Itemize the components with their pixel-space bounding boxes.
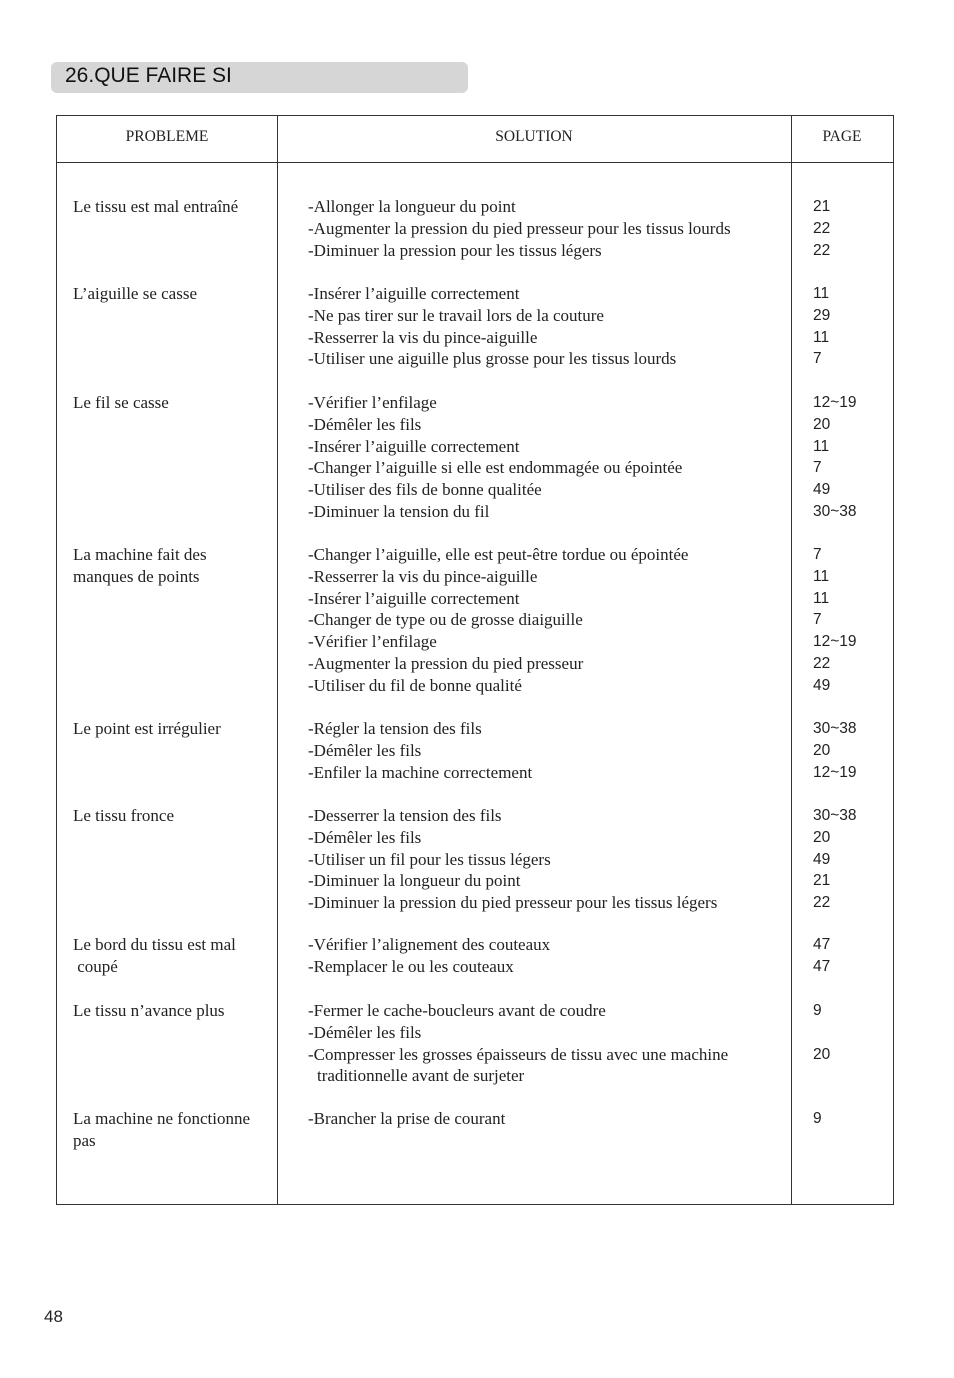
page-reference: 30~38 xyxy=(813,807,857,824)
page-reference: 22 xyxy=(813,894,831,912)
page-reference: 22 xyxy=(813,241,831,259)
solution-cell xyxy=(308,544,788,697)
solution-cell xyxy=(308,934,788,978)
problem-cell xyxy=(73,392,273,414)
solution-text: -Démêler les fils xyxy=(308,414,422,434)
solution-cell xyxy=(308,1108,788,1130)
page-reference: 11 xyxy=(813,589,830,607)
solution-text: -Vérifier l’enfilage xyxy=(308,393,437,412)
solution-text: -Desserrer la tension des fils xyxy=(308,806,502,825)
solution-text: -Démêler les fils xyxy=(308,827,422,847)
page-reference xyxy=(813,1022,883,1044)
column-divider xyxy=(791,116,792,1204)
solution-text: -Remplacer le ou les couteaux xyxy=(308,956,514,976)
solution-text: -Brancher la prise de courant xyxy=(308,1109,506,1128)
page-reference: 49 xyxy=(813,676,831,694)
page-reference: 7 xyxy=(813,350,822,368)
problem-text: Le tissu est mal entraîné xyxy=(73,197,239,216)
page-cell xyxy=(813,283,883,370)
problem-cell xyxy=(73,718,273,740)
page-reference: 20 xyxy=(813,1045,831,1063)
page-reference xyxy=(813,1065,883,1087)
page-reference: 20 xyxy=(813,741,831,759)
solution-text: -Fermer le cache-boucleurs avant de coudre xyxy=(308,1001,606,1020)
header-page: PAGE xyxy=(822,128,862,145)
page-cell xyxy=(813,392,883,523)
column-divider xyxy=(277,116,278,1204)
section-title-bar xyxy=(51,62,468,93)
page-reference: 12~19 xyxy=(813,763,857,781)
solution-text: traditionnelle avant de surjeter xyxy=(317,1066,525,1086)
solution-text: -Augmenter la pression du pied presseur xyxy=(308,653,584,673)
problem-text: Le tissu n’avance plus xyxy=(73,1001,225,1020)
solution-cell xyxy=(308,283,788,370)
page-reference: 21 xyxy=(813,872,831,890)
page-reference: 11 xyxy=(813,437,830,455)
solution-text: -Utiliser des fils de bonne qualitée xyxy=(308,480,542,500)
problem-cell xyxy=(73,1000,273,1022)
solution-text: -Ne pas tirer sur le travail lors de la couture xyxy=(308,305,604,325)
page-reference: 12~19 xyxy=(813,633,857,651)
problem-cell xyxy=(73,283,273,305)
solution-cell xyxy=(308,718,788,783)
problem-cell xyxy=(73,1108,273,1152)
problem-cell xyxy=(73,934,273,978)
page-reference: 12~19 xyxy=(813,394,857,411)
solution-text: -Resserrer la vis du pince-aiguille xyxy=(308,327,538,347)
solution-text: -Régler la tension des fils xyxy=(308,719,482,738)
page-cell xyxy=(813,718,883,783)
page-cell xyxy=(813,196,883,261)
page-cell xyxy=(813,544,883,697)
problem-text: coupé xyxy=(73,957,118,976)
solution-text: -Démêler les fils xyxy=(308,1022,422,1042)
solution-text: -Vérifier l’enfilage xyxy=(308,632,437,652)
solution-text: -Changer de type ou de grosse diaiguille xyxy=(308,610,583,630)
page-reference: 9 xyxy=(813,1110,822,1127)
solution-text: -Diminuer la pression du pied presseur pour les tissus légers xyxy=(308,893,718,913)
page-cell xyxy=(813,934,883,978)
header-problem: PROBLEME xyxy=(125,128,209,145)
solution-text: -Changer l’aiguille si elle est endommagée ou épointée xyxy=(308,458,683,478)
page-reference: 7 xyxy=(813,546,822,563)
solution-text: -Utiliser un fil pour les tissus légers xyxy=(308,849,551,869)
header-solution: SOLUTION xyxy=(495,128,573,145)
page-reference: 22 xyxy=(813,219,831,237)
page-reference: 30~38 xyxy=(813,720,857,737)
solution-text: -Insérer l’aiguille correctement xyxy=(308,284,520,303)
page-reference: 9 xyxy=(813,1002,822,1019)
header-divider xyxy=(57,162,893,163)
problem-text: Le point est irrégulier xyxy=(73,719,221,738)
page-reference: 30~38 xyxy=(813,502,857,520)
problem-text: Le tissu fronce xyxy=(73,806,175,825)
solution-text: -Insérer l’aiguille correctement xyxy=(308,436,520,456)
problem-text: Le fil se casse xyxy=(73,393,169,412)
solution-text: -Vérifier l’alignement des couteaux xyxy=(308,935,551,954)
problem-text: Le bord du tissu est mal xyxy=(73,935,236,954)
page-reference: 20 xyxy=(813,828,831,846)
page-reference: 22 xyxy=(813,654,831,672)
problem-text: La machine fait des xyxy=(73,545,207,564)
problem-text: manques de points xyxy=(73,567,200,586)
solution-cell xyxy=(308,1000,788,1087)
page-cell xyxy=(813,1108,883,1130)
page-cell xyxy=(813,805,883,914)
page-number: 48 xyxy=(44,1307,63,1326)
troubleshooting-table xyxy=(56,115,894,1205)
section-title: 26.QUE FAIRE SI xyxy=(65,64,232,87)
problem-text: La machine ne fonctionne xyxy=(73,1109,251,1128)
solution-text: -Compresser les grosses épaisseurs de tissu avec une machine xyxy=(308,1044,729,1064)
problem-cell xyxy=(73,544,273,588)
problem-text: pas xyxy=(73,1131,96,1150)
solution-text: -Allonger la longueur du point xyxy=(308,197,516,216)
solution-text: -Resserrer la vis du pince-aiguille xyxy=(308,566,538,586)
solution-text: -Insérer l’aiguille correctement xyxy=(308,588,520,608)
page-reference: 21 xyxy=(813,198,831,215)
page-reference: 49 xyxy=(813,850,831,868)
problem-text: L’aiguille se casse xyxy=(73,284,197,303)
solution-text: -Diminuer la tension du fil xyxy=(308,501,490,521)
page-reference: 20 xyxy=(813,415,831,433)
page-reference: 29 xyxy=(813,306,831,324)
page-reference: 11 xyxy=(813,567,830,585)
solution-text: -Utiliser une aiguille plus grosse pour les tissus lourds xyxy=(308,349,677,369)
solution-cell xyxy=(308,196,788,261)
problem-cell xyxy=(73,196,273,218)
solution-text: -Diminuer la pression pour les tissus légers xyxy=(308,240,602,260)
problem-cell xyxy=(73,805,273,827)
page-cell xyxy=(813,1000,883,1087)
solution-text: -Démêler les fils xyxy=(308,740,422,760)
page-reference: 11 xyxy=(813,285,830,302)
solution-text: -Enfiler la machine correctement xyxy=(308,762,533,782)
page-reference: 47 xyxy=(813,936,831,953)
solution-text: -Changer l’aiguille, elle est peut-être tordue ou épointée xyxy=(308,545,689,564)
solution-text: -Augmenter la pression du pied presseur pour les tissus lourds xyxy=(308,218,731,238)
solution-cell xyxy=(308,805,788,914)
solution-cell xyxy=(308,392,788,523)
page-reference: 11 xyxy=(813,328,830,346)
solution-text: -Utiliser du fil de bonne qualité xyxy=(308,675,522,695)
page-reference: 47 xyxy=(813,957,831,975)
page-reference: 49 xyxy=(813,481,831,499)
page-reference: 7 xyxy=(813,459,822,477)
page-reference: 7 xyxy=(813,611,822,629)
solution-text: -Diminuer la longueur du point xyxy=(308,871,521,891)
